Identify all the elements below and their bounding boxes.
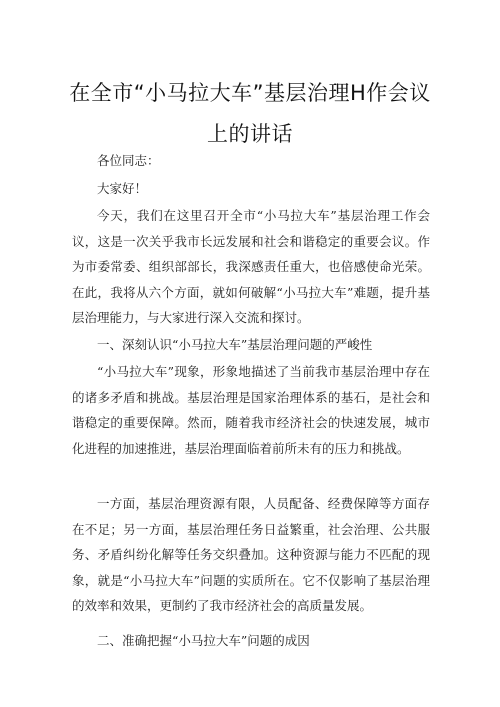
body-paragraph-2: 一方面，基层治理资源有限，人员配备、经费保障等方面存在不足；另一方面，基层治理任务日益繁重，社会治理、公共服务、矛盾纠纷化解等任务交织叠加。这种资源与能力不匹配的现象，就是“小马拉大车”问题的实质所在。它不仅影响了基层治理的效率和效果，更制约了我市经济社会的高质量发展。 <box>72 496 430 613</box>
section-heading-2: 二、准确把握“小马拉大车”问题的成因 <box>97 633 310 648</box>
salute: 大家好！ <box>97 181 148 196</box>
intro-paragraph: 今天，我们在这里召开全市“小马拉大车”基层治理工作会议，这是一次关乎我市长远发展和社会和谐稳定的重要会议。作为市委常委、组织部部长，我深感责任重大，也倍感使命光荣。在此，我将从六个方面，就如何破解“小马拉大车”难题，提升基层治理能力，与大家进行深入交流和探讨。 <box>72 208 430 325</box>
body-paragraph-1: “小马拉大车”现象，形象地描述了当前我市基层治理中存在的诸多矛盾和挑战。基层治理是国家治理体系的基石，是社会和谐稳定的重要保障。然而，随着我市经济社会的快速发展，城市化进程的加速推进，基层治理面临着前所未有的压力和挑战。 <box>72 364 430 456</box>
greeting: 各位同志： <box>97 153 160 168</box>
document-title-line-2: 上的讲话 <box>207 122 293 146</box>
document-title-line-1: 在全市“小马拉大车”基层治理H作会议 <box>69 81 431 105</box>
section-heading-1: 一、深刻认识“小马拉大车”基层治理问题的严峻性 <box>97 337 373 352</box>
